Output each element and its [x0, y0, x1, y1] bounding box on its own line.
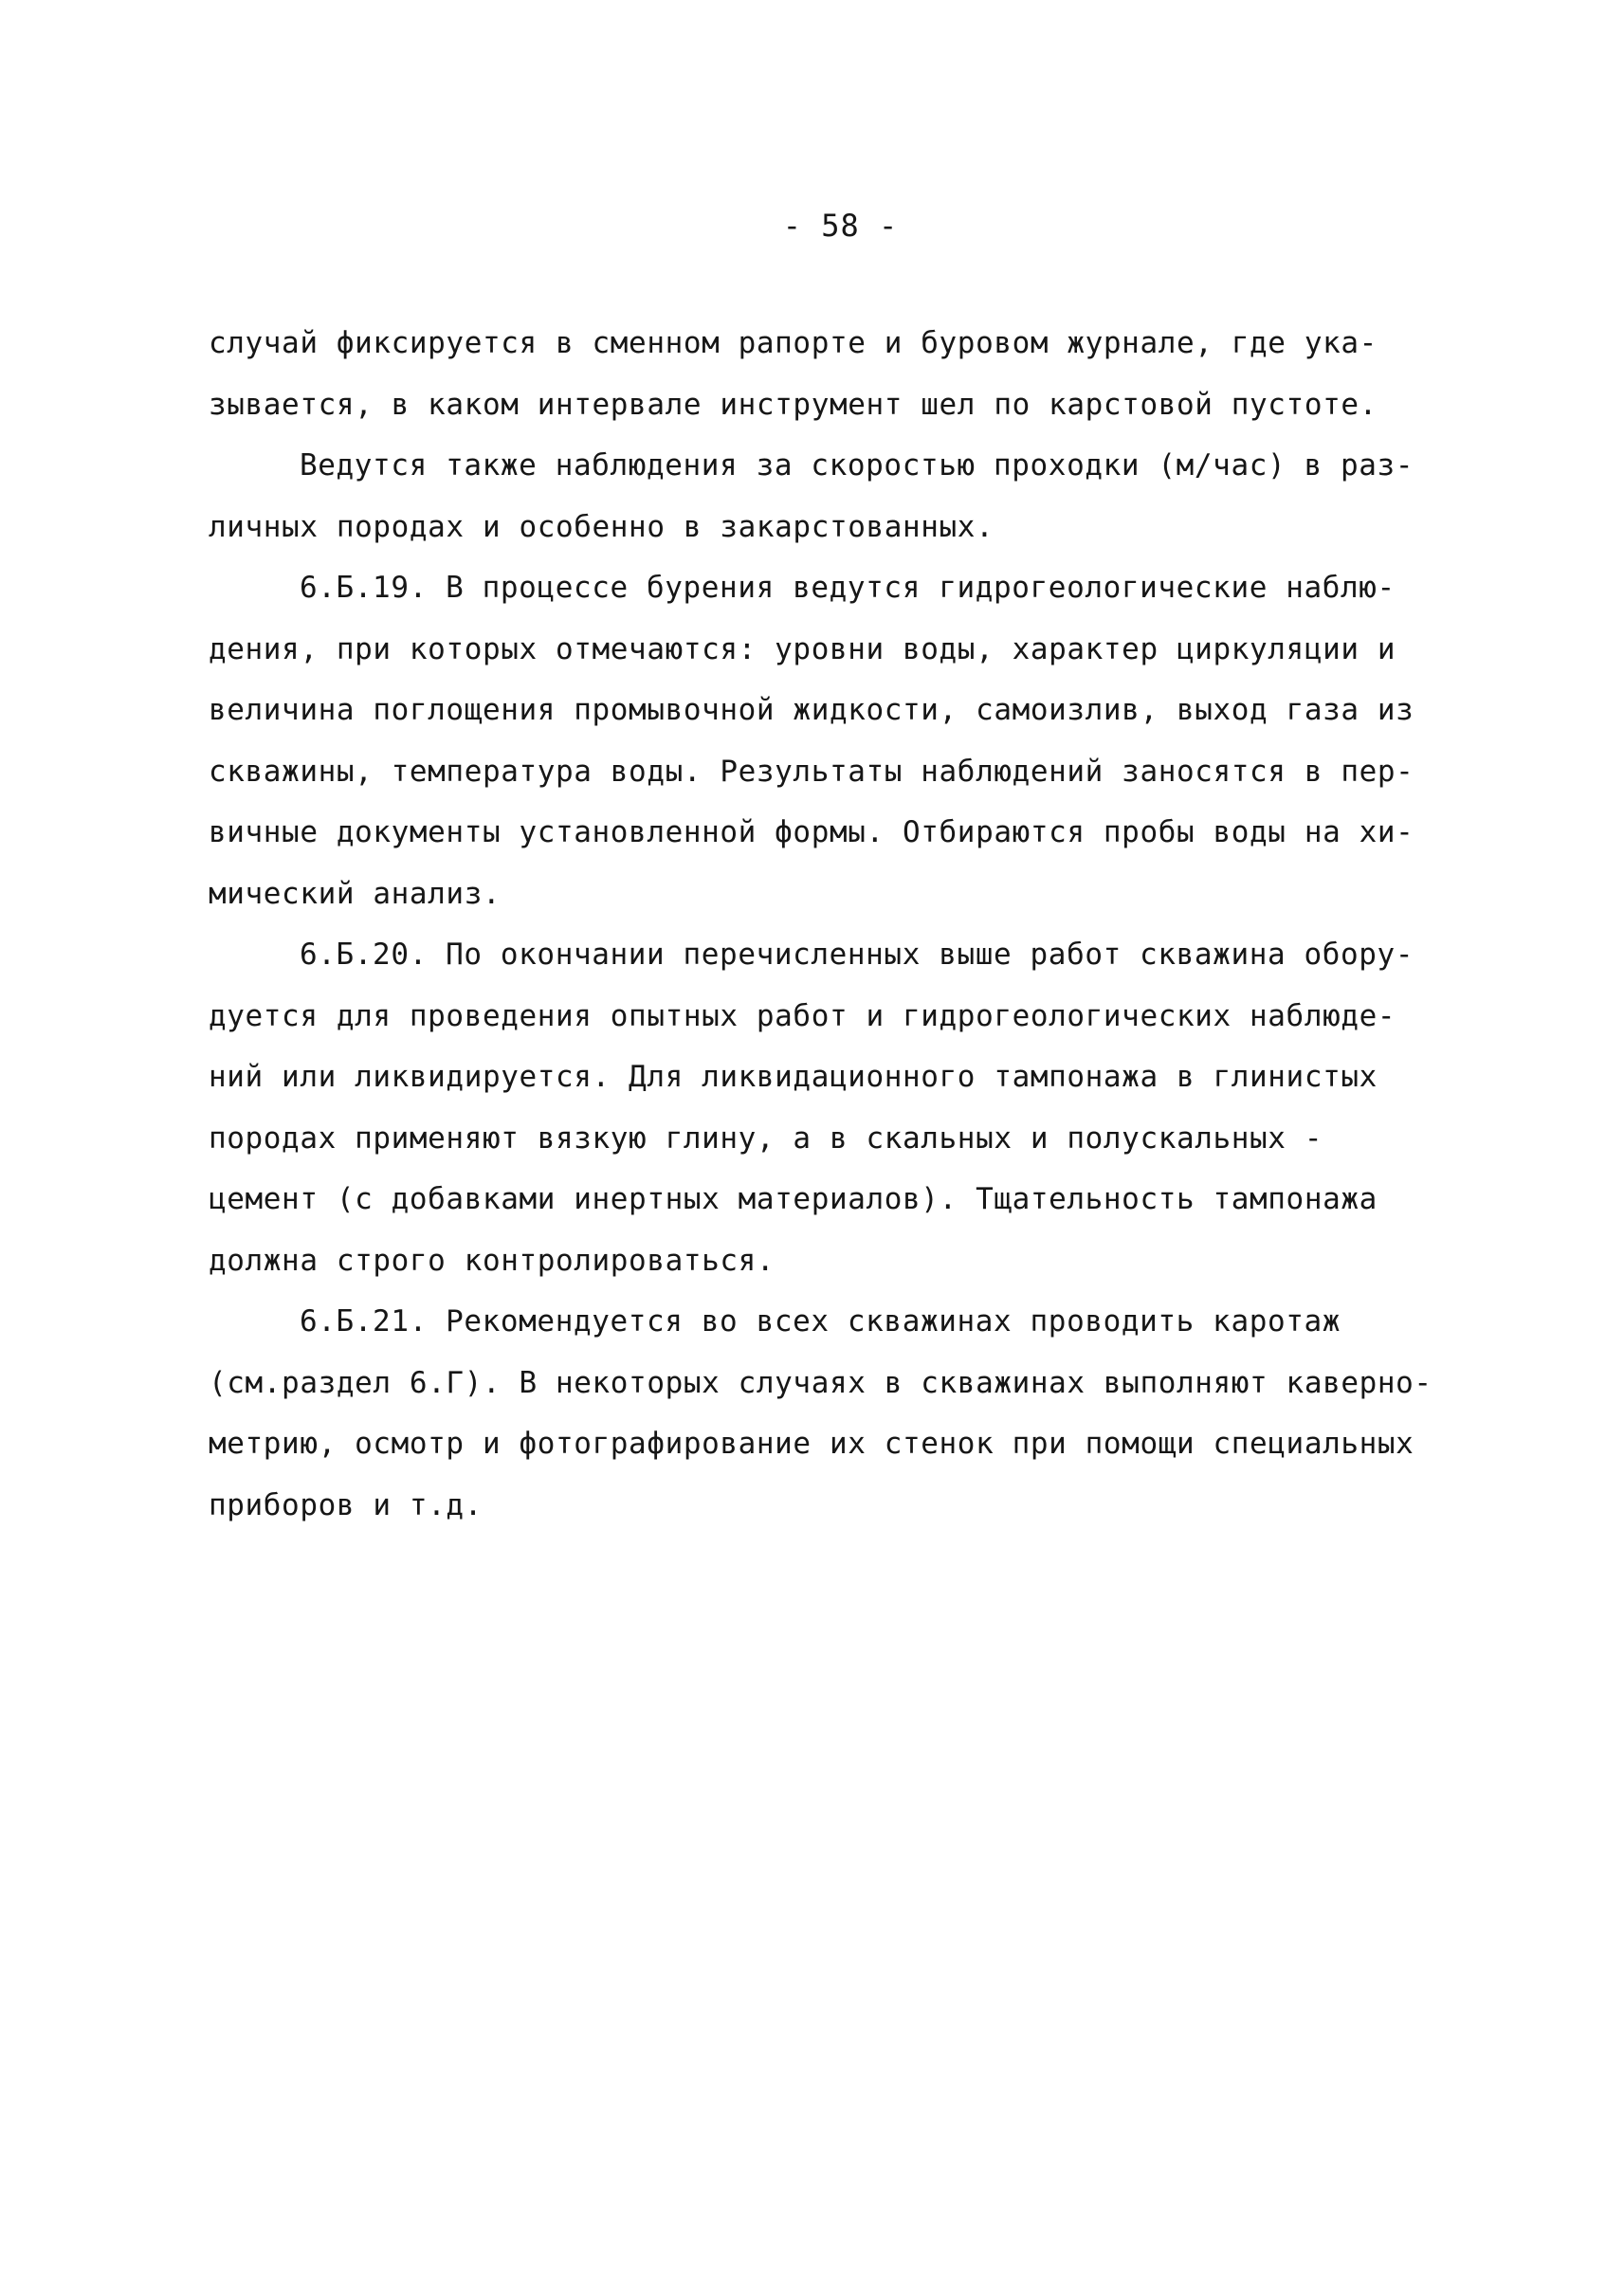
paragraph-start-line: Ведутся также наблюдения за скоростью проходки (м/час) в раз- — [300, 448, 1414, 483]
page-number — [0, 205, 1624, 246]
text-line: (см.раздел 6.Г). В некоторых случаях в скважинах выполняют каверно- — [209, 1365, 1432, 1400]
section-6-b-19-start-line: 6.Б.19. В процессе бурения ведутся гидрогеологические наблю- — [300, 571, 1396, 605]
body-text — [209, 313, 1441, 1536]
text-line: метрию, осмотр и фотографирование их стенок при помощи специальных — [209, 1427, 1414, 1461]
text-line: мический анализ. — [209, 876, 502, 911]
text-line: дуется для проведения опытных работ и гидрогеологических наблюде- — [209, 998, 1396, 1033]
page-number-text: - 58 - — [782, 208, 899, 244]
text-line: породах применяют вязкую глину, а в скальных и полускальных - — [209, 1120, 1323, 1156]
text-line: зывается, в каком интервале инструмент шел по карстовой пустоте. — [209, 387, 1378, 422]
text-line: вичные документы установленной формы. Отбираются пробы воды на хи- — [209, 815, 1414, 849]
text-line: цемент (с добавками инертных материалов). Тщательность тампонажа — [209, 1182, 1378, 1216]
text-line: приборов и т.д. — [209, 1487, 483, 1522]
text-line: должна строго контролироваться. — [209, 1243, 776, 1278]
text-line: скважины, температура воды. Результаты наблюдений заносятся в пер- — [209, 754, 1414, 789]
section-6-b-20-start-line: 6.Б.20. По окончании перечисленных выше работ скважина обору- — [300, 938, 1414, 972]
text-line: случай фиксируется в сменном рапорте и буровом журнале, где ука- — [209, 326, 1378, 360]
text-line: ний или ликвидируется. Для ликвидационного тампонажа в глинистых — [209, 1060, 1378, 1094]
text-line: личных породах и особенно в закарстованных. — [209, 509, 994, 544]
text-line: дения, при которых отмечаются: уровни воды, характер циркуляции и — [209, 631, 1396, 666]
text-line: величина поглощения промывочной жидкости, самоизлив, выход газа из — [209, 693, 1414, 727]
section-6-b-21-start-line: 6.Б.21. Рекомендуется во всех скважинах проводить каротаж — [300, 1304, 1341, 1339]
